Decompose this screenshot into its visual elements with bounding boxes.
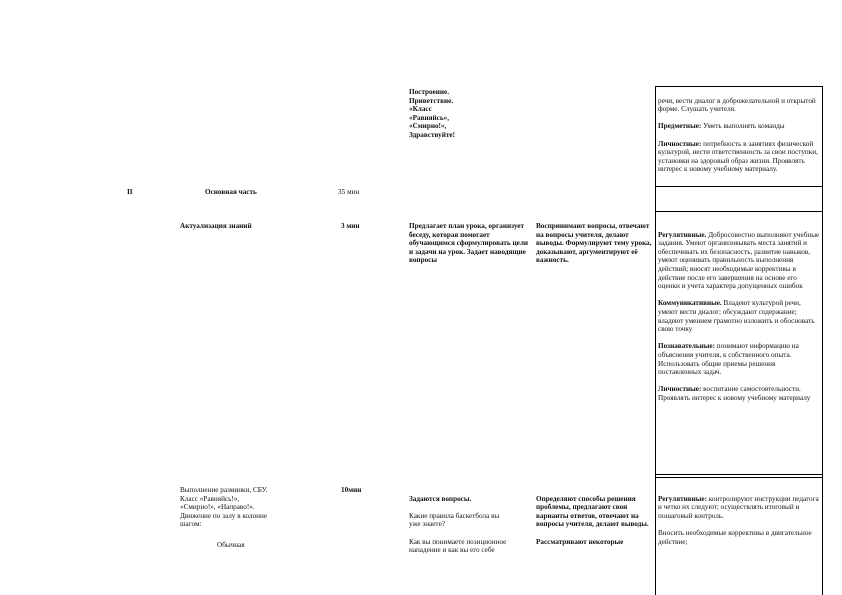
- act-uud-3-text: воспитание самостоятельности. Проявлять интерес к новому учебному материалу: [658, 385, 811, 402]
- warmup-teacher-label: Задаются вопросы.: [409, 494, 472, 503]
- warmup-uud-0-label: Регулятивные:: [658, 494, 707, 503]
- act-uud-2-text: понимают информацию на объяснения учителя, к собственного опыта. Использовать общие приемы решения поставленных задач.: [658, 342, 799, 377]
- act-uud-1-label: Коммуникативные.: [658, 299, 722, 308]
- warmup-stage: Выполнение разминки, СБУ. Класс «Равняйсь!», «Смирно!», «Направо!». Движение по залу в колонне шагом:: [180, 486, 268, 529]
- warmup-student-text: Определяют способы решения проблемы, предлагают свои варианты ответов, отвечают на вопросы учителя, делают выводы.: [536, 494, 649, 529]
- top-uud-0-text: речи, вести диалог в доброжелательной и открытой форме. Слушать учителя.: [658, 96, 816, 114]
- act-uud-0-label: Регулятивные.: [658, 230, 707, 239]
- table-line-actualization: [655, 211, 823, 212]
- warmup-student-last: Рассматривают некоторые: [536, 537, 624, 546]
- top-uud-1-text: Уметь выполнять команды: [701, 122, 785, 131]
- top-row-uud: [658, 88, 820, 174]
- warmup-teacher-activity: [409, 486, 534, 555]
- table-border-right: [822, 86, 823, 595]
- top-uud-2-label: Личностные:: [658, 139, 702, 148]
- warmup-uud-1-text: Вносить необходимые коррективы в двигательное действие;: [658, 528, 812, 546]
- top-uud-1-label: Предметные:: [658, 122, 702, 131]
- actualization-time: 3 мин: [341, 222, 360, 230]
- table-line-section: [655, 186, 823, 187]
- warmup-time: 10мин: [341, 486, 362, 494]
- act-uud-1-text: Владеют культурой речи, умеют вести диалог; обсуждают содержание; владеют умением грамотно изложить и обосновать свою точку: [658, 299, 815, 334]
- section-time: 35 мин: [338, 188, 360, 196]
- section-number: II: [127, 188, 133, 196]
- act-uud-2-label: Познавательные:: [658, 342, 715, 351]
- actualization-uud: [658, 222, 820, 402]
- warmup-stage-last: Обычная: [217, 541, 245, 549]
- top-row-teacher-activity: Построение. Приветствие. «Класс «Равняйсь», «Смирно!», Здравствуйте!: [409, 88, 456, 139]
- section-title: Основная часть: [205, 188, 257, 196]
- table-border-left: [655, 86, 656, 595]
- act-uud-3-label: Личностные:: [658, 385, 702, 394]
- act-uud-0-text: Добросовестно выполняют учебные задания. Умеют организовывать места занятий и обеспечивать их безопасность, развитие навыков, умеют оценивать правильность выполнения действий; вносят необходимые коррективы в действие после его завершения на основе его оценки и учета характера допущенных ошибок: [658, 230, 820, 291]
- warmup-uud: [658, 486, 820, 546]
- top-uud-2-text: потребность в занятиях физической культурой, нести ответственность за свои поступки, установки на здоровый образ жизни. Проявлять интерес к новому учебному материалу.: [658, 139, 818, 174]
- table-line-warmup-2: [655, 477, 823, 478]
- table-line-warmup: [655, 474, 823, 475]
- warmup-teacher-text: Какие правила баскетбола вы уже знаете? Как вы понимаете позиционное нападение и как вы его себе: [409, 511, 507, 555]
- actualization-teacher-activity: Предлагает план урока, организует беседу, которая помогает обучающимся сформулировать цели и задачи на урок. Задает наводящие вопросы: [409, 222, 528, 265]
- warmup-student-activity: [536, 486, 654, 546]
- warmup-uud-0-text: контролируют инструкции педагога и четко их следуют; осуществлять итоговый и пошаговый контроль.: [658, 494, 819, 520]
- actualization-stage: Актуализация знаний: [180, 222, 252, 230]
- table-line-top: [655, 86, 823, 87]
- actualization-student-activity: Воспринимают вопросы, отвечают на вопросы учителя, делают выводы. Формулируют тему урока, доказывают, аргументируют её важность.: [536, 222, 652, 265]
